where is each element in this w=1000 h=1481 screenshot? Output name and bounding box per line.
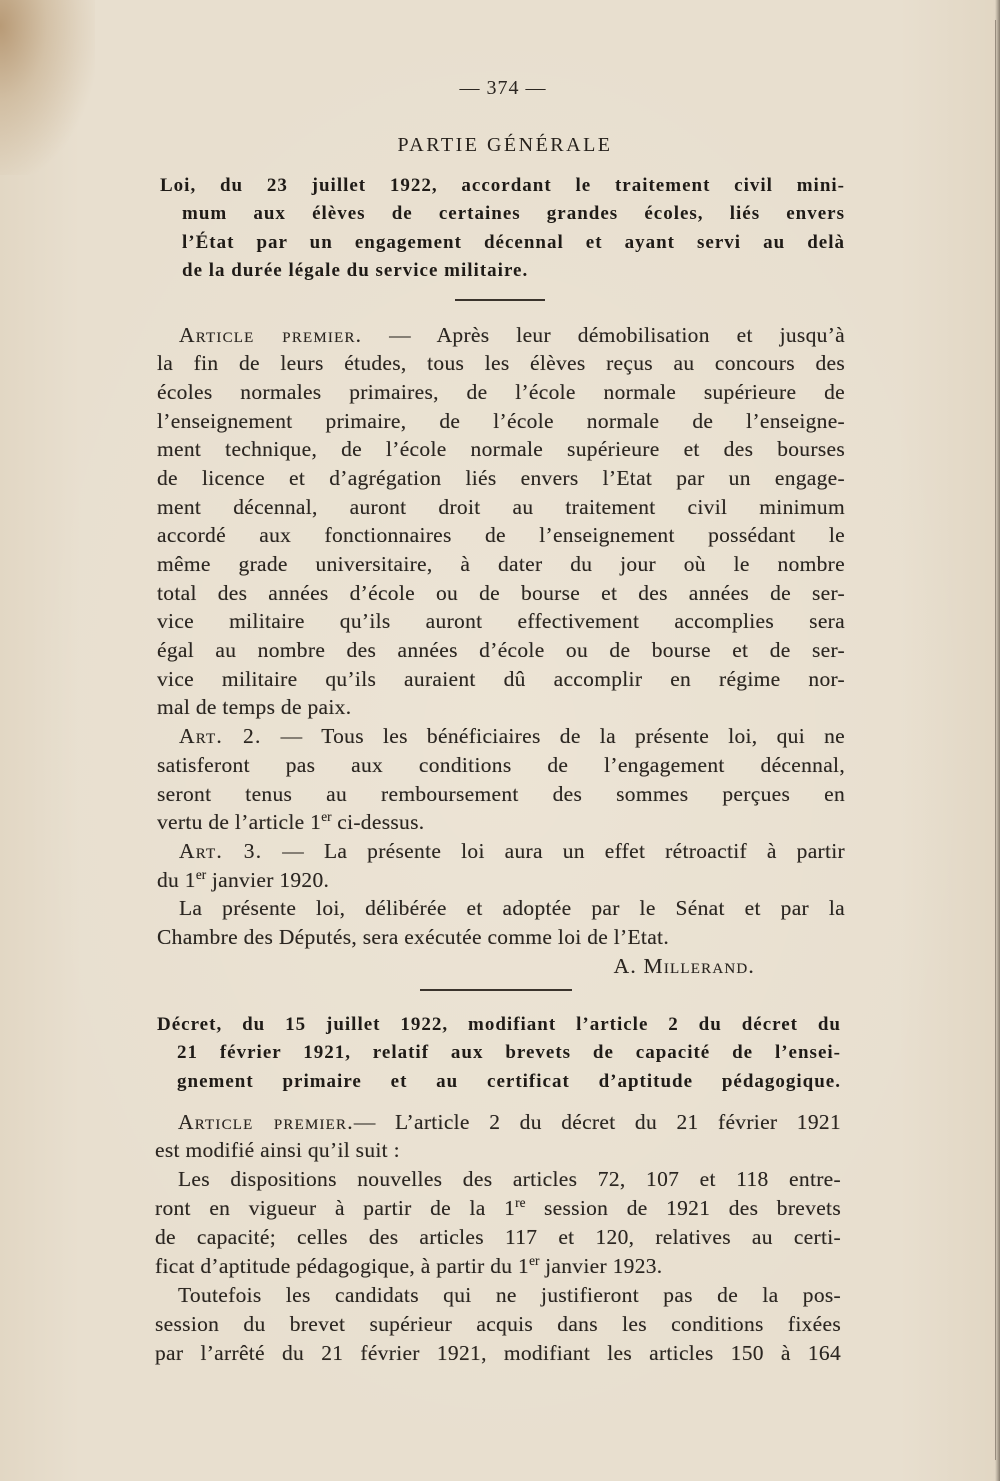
section-title: PARTIE GÉNÉRALE [397,134,613,156]
text-line: Toutefois les candidats qui ne justifieront pas de la pos- [178,1282,841,1307]
text-line [155,1194,841,1223]
text-line: écoles normales primaires, de l’école normale supérieure de [157,379,845,404]
page-number: — 374 — [459,77,547,99]
heading-line: l’État par un engagement décennal et ayant servi au delà [182,231,845,253]
text-segment: — L’article 2 du décret du 21 février 1921 [353,1109,841,1134]
text-line: ment décennal, auront droit au traitement civil minimum [157,494,845,519]
text-line: de licence et d’agrégation liés envers l’Etat par un engage- [157,465,845,490]
small-caps-lead: Article premier. [179,322,363,347]
superscript: re [515,1195,526,1211]
loi-article-premier [157,321,845,723]
text-segment: — La présente loi aura un effet rétroactif à partir [262,838,845,863]
signature [157,952,845,981]
text-line [157,952,845,981]
text-line: de capacité; celles des articles 117 et 120, relatives au certi- [155,1225,841,1250]
loi-article-2 [157,722,845,837]
text-line: la fin de leurs études, tous les élèves reçus au concours des [157,351,845,376]
text-segment: — Après leur démobilisation et jusqu’à [362,322,846,347]
decret-heading [157,1011,841,1097]
decret-dispositions [155,1165,841,1281]
text-line [157,808,845,837]
heading-line: 21 février 1921, relatif aux brevets de capacité de l’ensei- [177,1042,841,1063]
decret-article-premier [155,1108,841,1166]
superscript: er [195,866,207,882]
text-line [157,321,845,350]
text-line [157,866,845,895]
heading-line: gnement primaire et au certificat d’aptitude pédagogique. [177,1070,841,1092]
text-line: session du brevet supérieur acquis dans les conditions fixées [155,1311,841,1336]
loi-body [157,321,845,981]
text-segment: ci-dessus. [331,810,425,835]
text-line: La présente loi, délibérée et adoptée par le Sénat et par la [179,896,845,921]
text-segment: vertu de l’article 1 [157,810,322,835]
separator-rule [455,299,545,301]
text-line: accordé aux fonctionnaires de l’enseignement possédant le [157,523,845,548]
text-line [157,722,845,751]
text-segment: ficat d’aptitude pédagogique, à partir du 1 [155,1253,530,1278]
superscript: er [529,1252,540,1268]
text-line [155,1108,841,1137]
heading-line: de la durée légale du service militaire. [182,260,529,282]
heading-line: Loi, du 23 juillet 1922, accordant le traitement civil mini- [160,175,845,196]
text-segment: du 1 [157,867,196,892]
text-line: vice militaire qu’ils auraient dû accomplir en régime nor- [157,666,845,691]
text-line: vice militaire qu’ils auront effectivement accomplies sera [157,609,845,634]
text-line: Chambre des Députés, sera exécutée comme loi de l’Etat. [157,924,669,949]
small-caps-lead: Art. 3. [179,838,263,863]
heading-line: Décret, du 15 juillet 1922, modifiant l’article 2 du décret du [157,1013,841,1035]
text-line: ment technique, de l’école normale supérieure et des bourses [157,437,845,462]
text-segment: session de 1921 des brevets [525,1196,841,1221]
small-caps-lead: Article premier. [178,1109,354,1134]
text-line: mal de temps de paix. [157,695,352,720]
text-line: égal au nombre des années d’école ou de bourse et de ser- [157,638,845,663]
text-segment: janvier 1920. [206,867,330,892]
loi-promulgation [157,894,845,951]
text-line: total des années d’école ou de bourse et des années de ser- [157,580,845,605]
small-caps-lead: Art. 2. [179,724,262,749]
decret-toutefois [155,1281,841,1368]
text-line: même grade universitaire, à dater du jour où le nombre [157,552,845,576]
small-caps-lead: A. Millerand. [613,953,755,978]
text-line: par l’arrêté du 21 février 1921, modifiant les articles 150 à 164 [155,1340,841,1365]
text-line: seront tenus au remboursement des sommes perçues en [157,781,845,806]
text-line: l’enseignement primaire, de l’école normale de l’enseigne- [157,408,845,433]
decret-body [155,1108,841,1368]
separator-rule [420,989,572,991]
text-segment: — Tous les bénéficiaires de la présente loi, qui ne [261,724,845,749]
heading-line: mum aux élèves de certaines grandes écoles, liés envers [182,203,845,225]
superscript: er [321,809,332,825]
text-line [155,1252,841,1281]
text-line: est modifié ainsi qu’il suit : [155,1138,400,1163]
text-segment: janvier 1923. [539,1253,663,1278]
loi-article-3 [157,837,845,894]
text-line [157,837,845,866]
page-edge-line [995,20,996,1460]
text-line: satisferont pas aux conditions de l’engagement décennal, [157,752,845,777]
text-segment: ront en vigueur à partir de la 1 [155,1196,516,1221]
loi-heading [160,172,845,286]
text-line: Les dispositions nouvelles des articles 72, 107 et 118 entre- [178,1167,841,1192]
